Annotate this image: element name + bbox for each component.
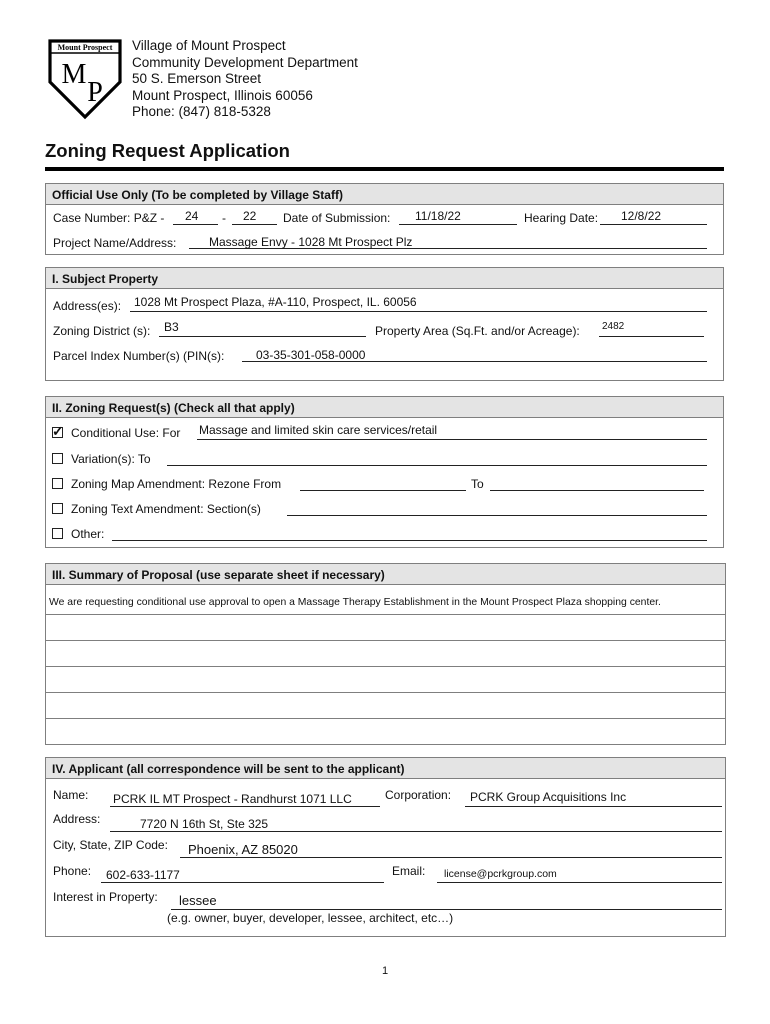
summary-line-2[interactable] xyxy=(46,640,725,641)
zoning-district-field[interactable] xyxy=(159,336,366,337)
interest-hint: (e.g. owner, buyer, developer, lessee, architect, etc…) xyxy=(167,911,454,925)
case-number-part1-field[interactable] xyxy=(173,224,218,225)
email-label: Email: xyxy=(392,864,426,878)
corporation-field[interactable] xyxy=(465,806,722,807)
zoning-district-label: Zoning District (s): xyxy=(53,324,151,338)
hearing-date-value: 12/8/22 xyxy=(621,209,662,223)
interest-value: lessee xyxy=(179,893,217,908)
department-address-block xyxy=(132,38,358,121)
email-value: license@pcrkgroup.com xyxy=(444,868,557,880)
conditional-use-label: Conditional Use: For xyxy=(71,426,181,440)
city-state-zip-value: Phoenix, AZ 85020 xyxy=(188,842,298,857)
address-value: 1028 Mt Prospect Plaza, #A-110, Prospect, IL. 60056 xyxy=(134,295,417,309)
submission-date-field[interactable] xyxy=(399,224,517,225)
submission-date-value: 11/18/22 xyxy=(415,209,461,223)
summary-line-4[interactable] xyxy=(46,692,725,693)
logo-top-text: Mount Prospect xyxy=(57,43,113,52)
corporation-value: PCRK Group Acquisitions Inc xyxy=(470,790,627,804)
address-label: Address(es): xyxy=(53,299,122,313)
case-number-label: Case Number: P&Z - xyxy=(53,211,165,225)
title-rule xyxy=(45,167,724,171)
summary-text: We are requesting conditional use approval to open a Massage Therapy Establishment in the Mount Prospect Plaza shopping center. xyxy=(49,597,661,608)
official-use-heading: Official Use Only (To be completed by Village Staff) xyxy=(46,184,723,205)
header-line-4: Mount Prospect, Illinois 60056 xyxy=(132,87,313,103)
project-name-value: Massage Envy - 1028 Mt Prospect Plz xyxy=(209,235,413,249)
applicant-name-label: Name: xyxy=(53,788,89,802)
subject-property-heading: I. Subject Property xyxy=(46,268,723,289)
applicant-name-field[interactable] xyxy=(110,806,380,807)
rezone-from-field[interactable] xyxy=(300,490,466,491)
applicant-heading: IV. Applicant (all correspondence will be sent to the applicant) xyxy=(46,758,725,779)
interest-field[interactable] xyxy=(171,909,722,910)
phone-field[interactable] xyxy=(101,882,384,883)
property-area-value: 2482 xyxy=(602,321,625,332)
interest-label: Interest in Property: xyxy=(53,890,158,904)
corporation-label: Corporation: xyxy=(385,788,452,802)
applicant-address-field[interactable] xyxy=(110,831,722,832)
page-number: 1 xyxy=(382,965,389,977)
zoning-text-amendment-checkbox[interactable] xyxy=(52,503,63,514)
variation-label: Variation(s): To xyxy=(71,452,151,466)
page-title: Zoning Request Application xyxy=(45,140,290,161)
zoning-district-value: B3 xyxy=(164,320,179,334)
logo-letter-m: M xyxy=(61,59,87,90)
summary-section xyxy=(45,563,726,745)
case-number-part2-value: 22 xyxy=(243,209,257,223)
logo-letter-p: P xyxy=(87,77,103,108)
applicant-address-label: Address: xyxy=(53,812,101,826)
email-field[interactable] xyxy=(437,882,722,883)
case-number-part2-field[interactable] xyxy=(232,224,277,225)
case-number-dash: - xyxy=(222,211,226,225)
variation-field[interactable] xyxy=(167,465,707,466)
pin-label: Parcel Index Number(s) (PIN(s): xyxy=(53,349,225,363)
address-field[interactable] xyxy=(130,311,707,312)
summary-line-1[interactable] xyxy=(46,614,725,615)
project-name-label: Project Name/Address: xyxy=(53,236,177,250)
official-use-section xyxy=(45,183,724,255)
rezone-to-field[interactable] xyxy=(490,490,704,491)
summary-line-5[interactable] xyxy=(46,718,725,719)
city-state-zip-field[interactable] xyxy=(180,857,722,858)
hearing-date-label: Hearing Date: xyxy=(524,211,599,225)
header-line-2: Community Development Department xyxy=(132,54,358,70)
village-logo xyxy=(46,38,124,120)
header-line-5: Phone: (847) 818-5328 xyxy=(132,104,271,119)
phone-value: 602-633-1177 xyxy=(106,868,180,882)
phone-label: Phone: xyxy=(53,864,92,878)
other-checkbox[interactable] xyxy=(52,528,63,539)
city-state-zip-label: City, State, ZIP Code: xyxy=(53,838,168,852)
zoning-text-amendment-label: Zoning Text Amendment: Section(s) xyxy=(71,502,261,516)
conditional-use-value: Massage and limited skin care services/retail xyxy=(199,423,438,437)
zoning-text-section-field[interactable] xyxy=(287,515,707,516)
property-area-field[interactable] xyxy=(599,336,704,337)
rezone-to-label: To xyxy=(471,477,484,491)
property-area-label: Property Area (Sq.Ft. and/or Acreage): xyxy=(375,324,580,338)
zoning-map-amendment-checkbox[interactable] xyxy=(52,478,63,489)
hearing-date-field[interactable] xyxy=(600,224,707,225)
other-field[interactable] xyxy=(112,540,707,541)
header-line-1: Village of Mount Prospect xyxy=(132,38,286,53)
zoning-requests-heading: II. Zoning Request(s) (Check all that apply) xyxy=(46,397,723,418)
zoning-map-amendment-label: Zoning Map Amendment: Rezone From xyxy=(71,477,282,491)
pin-value: 03-35-301-058-0000 xyxy=(256,348,366,362)
summary-heading: III. Summary of Proposal (use separate sheet if necessary) xyxy=(46,564,725,585)
other-label: Other: xyxy=(71,527,105,541)
conditional-use-field[interactable] xyxy=(197,439,707,440)
checkmark-icon: ✓ xyxy=(52,423,64,439)
subject-property-section xyxy=(45,267,724,381)
case-number-part1-value: 24 xyxy=(185,209,199,223)
submission-date-label: Date of Submission: xyxy=(283,211,391,225)
header-line-3: 50 S. Emerson Street xyxy=(132,71,262,86)
applicant-name-value: PCRK IL MT Prospect - Randhurst 1071 LLC xyxy=(113,792,352,806)
summary-line-3[interactable] xyxy=(46,666,725,667)
applicant-section xyxy=(45,757,726,937)
variation-checkbox[interactable] xyxy=(52,453,63,464)
applicant-address-value: 7720 N 16th St, Ste 325 xyxy=(140,817,269,831)
zoning-requests-section xyxy=(45,396,724,548)
